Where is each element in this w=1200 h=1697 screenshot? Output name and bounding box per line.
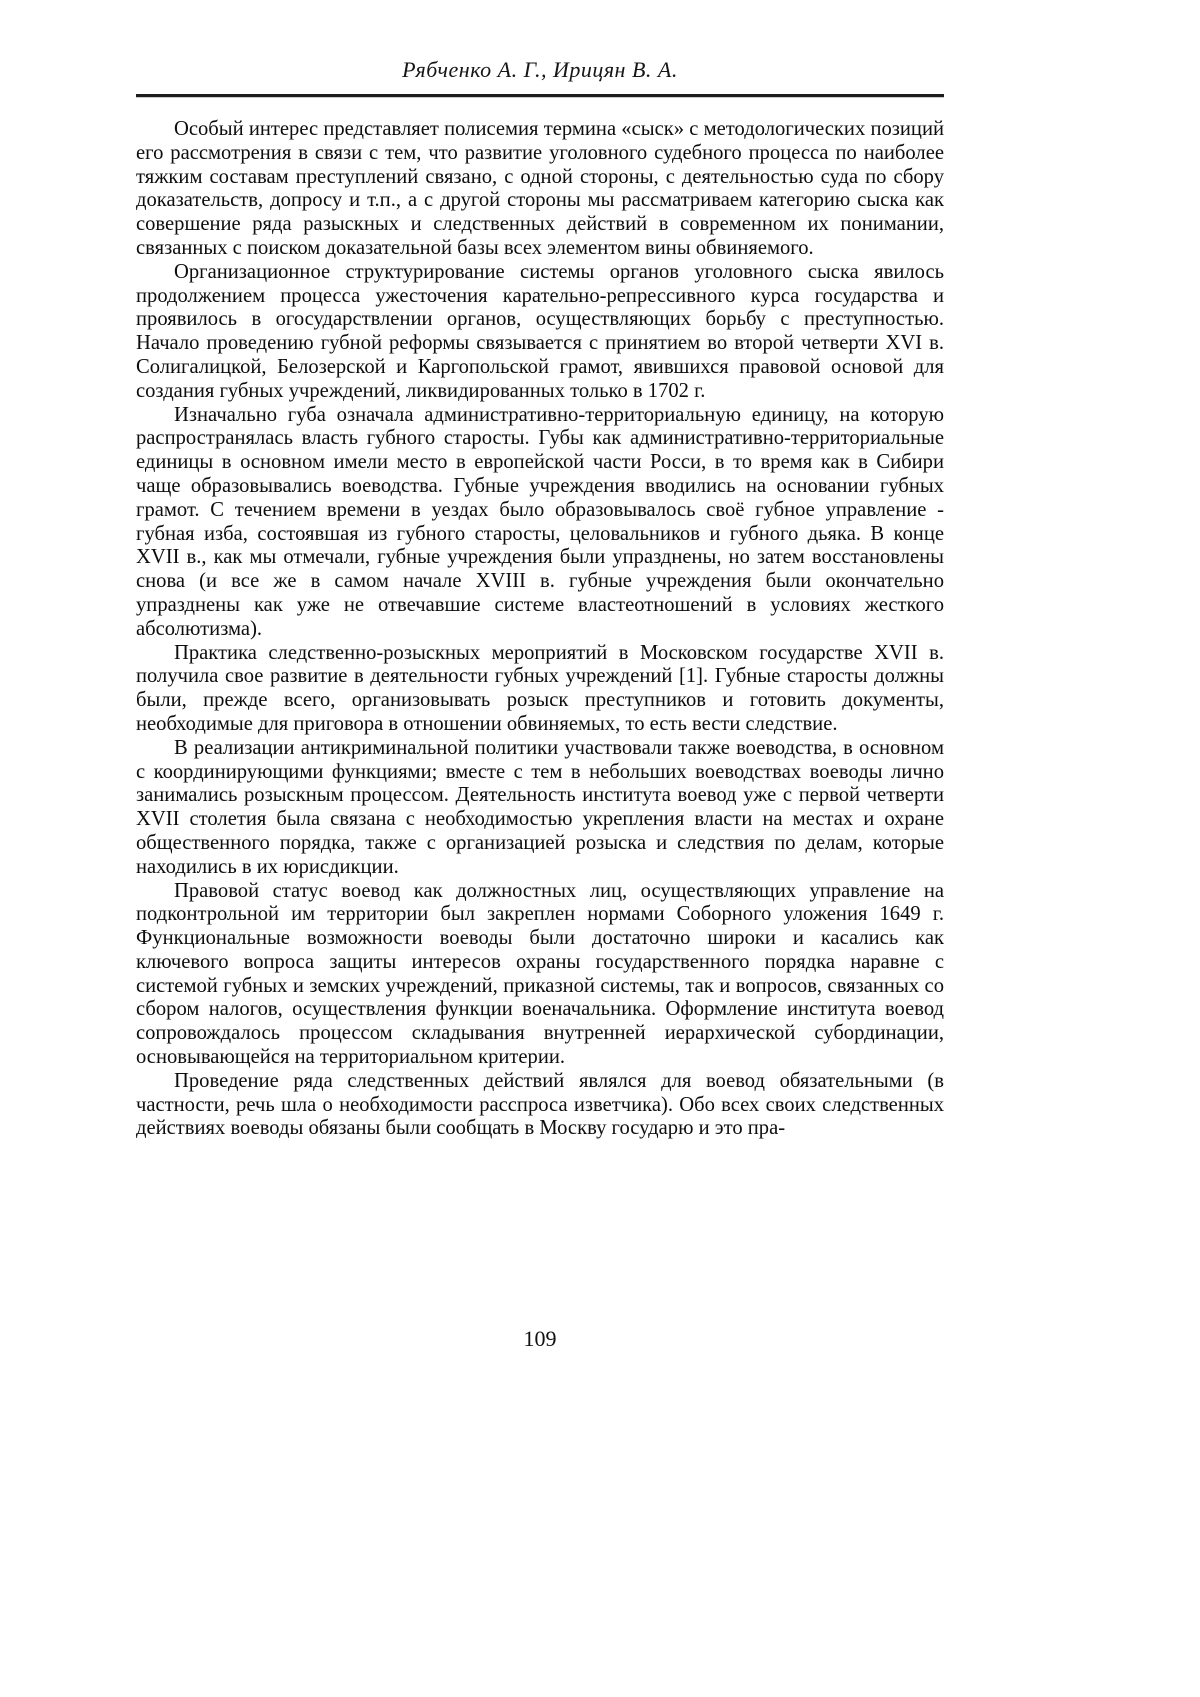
article-body	[136, 118, 944, 1141]
paragraph-3: Изначально губа означала административно-территориальную единицу, на которую распространялась власть губного старосты. Губы как административно-территориальные единицы в основном имели место в европейской части Росси, в то время как в Сибири чаще образовывались воеводства. Губные учреждения вводились на основании губных грамот. С течением времени в уездах было образовывалось своё губное управление - губная изба, состоявшая из губного старосты, целовальников и губного дьяка. В конце XVII в., как мы отмечали, губные учреждения были упразднены, но затем восстановлены снова (и все же в самом начале XVIII в. губные учреждения были окончательно упразднены как уже не отвечавшие системе властеотношений в условиях жесткого абсолютизма).	[136, 403, 944, 640]
paragraph-2: Организационное структурирование системы органов уголовного сыска явилось продолжением процесса ужесточения карательно-репрессивного курса государства и проявилось в огосударствлении органов, осуществляющих борьбу с преступностью. Начало проведению губной реформы связывается с принятием во второй четверти XVI в. Солигалицкой, Белозерской и Каргопольской грамот, явившихся правовой основой для создания губных учреждений, ликвидированных только в 1702 г.	[136, 260, 944, 402]
paragraph-5: В реализации антикриминальной политики участвовали также воеводства, в основном с координирующими функциями; вместе с тем в небольших воеводствах воеводы лично занимались розыскным процессом. Деятельность института воевод уже с первой четверти XVII столетия была связана с необходимостью укрепления власти на местах и охране общественного порядка, также с организацией розыска и следствия по делам, которые находились в их юрисдикции.	[136, 736, 944, 878]
paragraph-7: Проведение ряда следственных действий являлся для воевод обязательными (в частности, речь шла о необходимости расспроса изветчика). Обо всех своих следственных действиях воеводы обязаны были сообщать в Москву государю и это пра-	[136, 1069, 944, 1140]
paragraph-4: Практика следственно-розыскных мероприятий в Московском государстве XVII в. получила свое развитие в деятельности губных учреждений [1]. Губные старосты должны были, прежде всего, организовывать розыск преступников и готовить документы, необходимые для приговора в отношении обвиняемых, то есть вести следствие.	[136, 641, 944, 735]
paragraph-1: Особый интерес представляет полисемия термина «сыск» с методологических позиций его рассмотрения в связи с тем, что развитие уголовного судебного процесса по наиболее тяжким составам преступлений связано, с одной стороны, с деятельностью суда по сбору доказательств, допросу и т.п., а с другой стороны мы рассматриваем категорию сыска как совершение ряда разыскных и следственных действий в современном их понимании, связанных с поиском доказательной базы всех элементом вины обвиняемого.	[136, 118, 944, 259]
paragraph-6: Правовой статус воевод как должностных лиц, осуществляющих управление на подконтрольной им территории был закреплен нормами Соборного уложения 1649 г. Функциональные возможности воеводы были достаточно широки и касались как ключевого вопроса защиты интересов охраны государственного порядка наравне с системой губных и земских учреждений, приказной системы, так и вопросов, связанных со сбором налогов, осуществления функции военачальника. Оформление института воевод сопровождалось процессом складывания внутренней иерархической субординации, основывающейся на территориальном критерии.	[136, 879, 944, 1069]
header-rule	[136, 94, 944, 97]
text-column	[136, 0, 944, 1141]
page-number: 109	[523, 1326, 557, 1351]
running-head-authors: Рябченко А. Г., Ирицян В. А.	[402, 57, 678, 82]
